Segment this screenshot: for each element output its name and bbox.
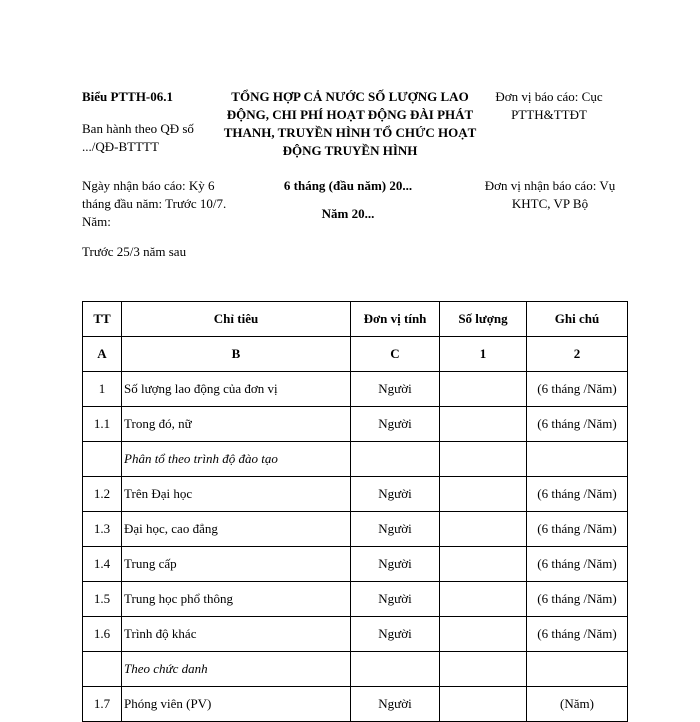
header-unit: Đơn vị tính <box>351 302 440 337</box>
row-unit: Người <box>351 547 440 582</box>
row-unit: Người <box>351 687 440 722</box>
table-header-row <box>83 302 628 337</box>
table-row <box>83 442 628 477</box>
row-indicator: Đại học, cao đẳng <box>122 512 351 547</box>
row-indicator: Phóng viên (PV) <box>122 687 351 722</box>
row-note: (Năm) <box>527 687 628 722</box>
row-unit: Người <box>351 407 440 442</box>
row-note: (6 tháng /Năm) <box>527 477 628 512</box>
row-quantity <box>440 582 527 617</box>
row-number <box>83 652 122 687</box>
row-quantity <box>440 477 527 512</box>
table-row <box>83 407 628 442</box>
issued-by: Ban hành theo QĐ số .../QĐ-BTTTT <box>82 121 194 154</box>
row-number: 1.4 <box>83 547 122 582</box>
row-number: 1.5 <box>83 582 122 617</box>
row-unit: Người <box>351 477 440 512</box>
row-note: (6 tháng /Năm) <box>527 512 628 547</box>
row-unit: Người <box>351 582 440 617</box>
code-c: C <box>351 337 440 372</box>
row-quantity <box>440 547 527 582</box>
row-quantity <box>440 407 527 442</box>
report-title: TỔNG HỢP CẢ NƯỚC SỐ LƯỢNG LAO ĐỘNG, CHI PHÍ HOẠT ĐỘNG ĐÀI PHÁT THANH, TRUYỀN HÌNH TỔ CHỨC HOẠT ĐỘNG TRUYỀN HÌNH <box>223 89 477 158</box>
row-note: (6 tháng /Năm) <box>527 582 628 617</box>
receive-date-annual: Trước 25/3 năm sau <box>82 244 187 259</box>
row-number <box>83 442 122 477</box>
row-unit <box>351 652 440 687</box>
row-indicator: Theo chức danh <box>122 652 351 687</box>
row-indicator: Trung học phổ thông <box>122 582 351 617</box>
header-tt: TT <box>83 302 122 337</box>
code-b: B <box>122 337 351 372</box>
table-row <box>83 687 628 722</box>
table-row <box>83 617 628 652</box>
report-table <box>82 301 628 722</box>
row-indicator: Trên Đại học <box>122 477 351 512</box>
code-a: A <box>83 337 122 372</box>
row-unit: Người <box>351 512 440 547</box>
table-code-row <box>83 337 628 372</box>
row-indicator: Trung cấp <box>122 547 351 582</box>
receive-date: Ngày nhận báo cáo: Kỳ 6 tháng đầu năm: Trước 10/7. Năm: <box>82 178 227 229</box>
row-quantity <box>440 512 527 547</box>
reporting-unit: Đơn vị báo cáo: Cục PTTH&TTĐT <box>495 89 603 122</box>
form-info <box>82 88 222 156</box>
code-2: 2 <box>527 337 628 372</box>
row-note: (6 tháng /Năm) <box>527 617 628 652</box>
table-body <box>83 372 628 722</box>
row-indicator: Trình độ khác <box>122 617 351 652</box>
row-number: 1 <box>83 372 122 407</box>
table-row <box>83 372 628 407</box>
row-indicator: Phân tổ theo trình độ đào tạo <box>122 442 351 477</box>
row-number: 1.6 <box>83 617 122 652</box>
receiving-unit: Đơn vị nhận báo cáo: Vụ KHTC, VP Bộ <box>484 178 616 211</box>
table-row <box>83 547 628 582</box>
table-row <box>83 512 628 547</box>
row-unit: Người <box>351 617 440 652</box>
row-unit <box>351 442 440 477</box>
row-quantity <box>440 372 527 407</box>
code-1: 1 <box>440 337 527 372</box>
row-quantity <box>440 652 527 687</box>
row-number: 1.2 <box>83 477 122 512</box>
row-quantity <box>440 442 527 477</box>
row-indicator: Số lượng lao động của đơn vị <box>122 372 351 407</box>
row-number: 1.7 <box>83 687 122 722</box>
header-quantity: Số lượng <box>440 302 527 337</box>
form-code: Biểu PTTH-06.1 <box>82 89 174 104</box>
table-row <box>83 477 628 512</box>
row-note <box>527 442 628 477</box>
table-row <box>83 582 628 617</box>
row-note: (6 tháng /Năm) <box>527 372 628 407</box>
row-note <box>527 652 628 687</box>
row-note: (6 tháng /Năm) <box>527 407 628 442</box>
row-quantity <box>440 617 527 652</box>
period-half-year: 6 tháng (đầu năm) 20... <box>283 178 413 193</box>
receive-date-info <box>82 177 232 261</box>
header-note: Ghi chú <box>527 302 628 337</box>
report-period <box>258 177 438 223</box>
period-year: Năm 20... <box>321 206 375 221</box>
table-row <box>83 652 628 687</box>
row-indicator: Trong đó, nữ <box>122 407 351 442</box>
row-number: 1.1 <box>83 407 122 442</box>
header-indicator: Chỉ tiêu <box>122 302 351 337</box>
row-note: (6 tháng /Năm) <box>527 547 628 582</box>
row-number: 1.3 <box>83 512 122 547</box>
row-quantity <box>440 687 527 722</box>
row-unit: Người <box>351 372 440 407</box>
